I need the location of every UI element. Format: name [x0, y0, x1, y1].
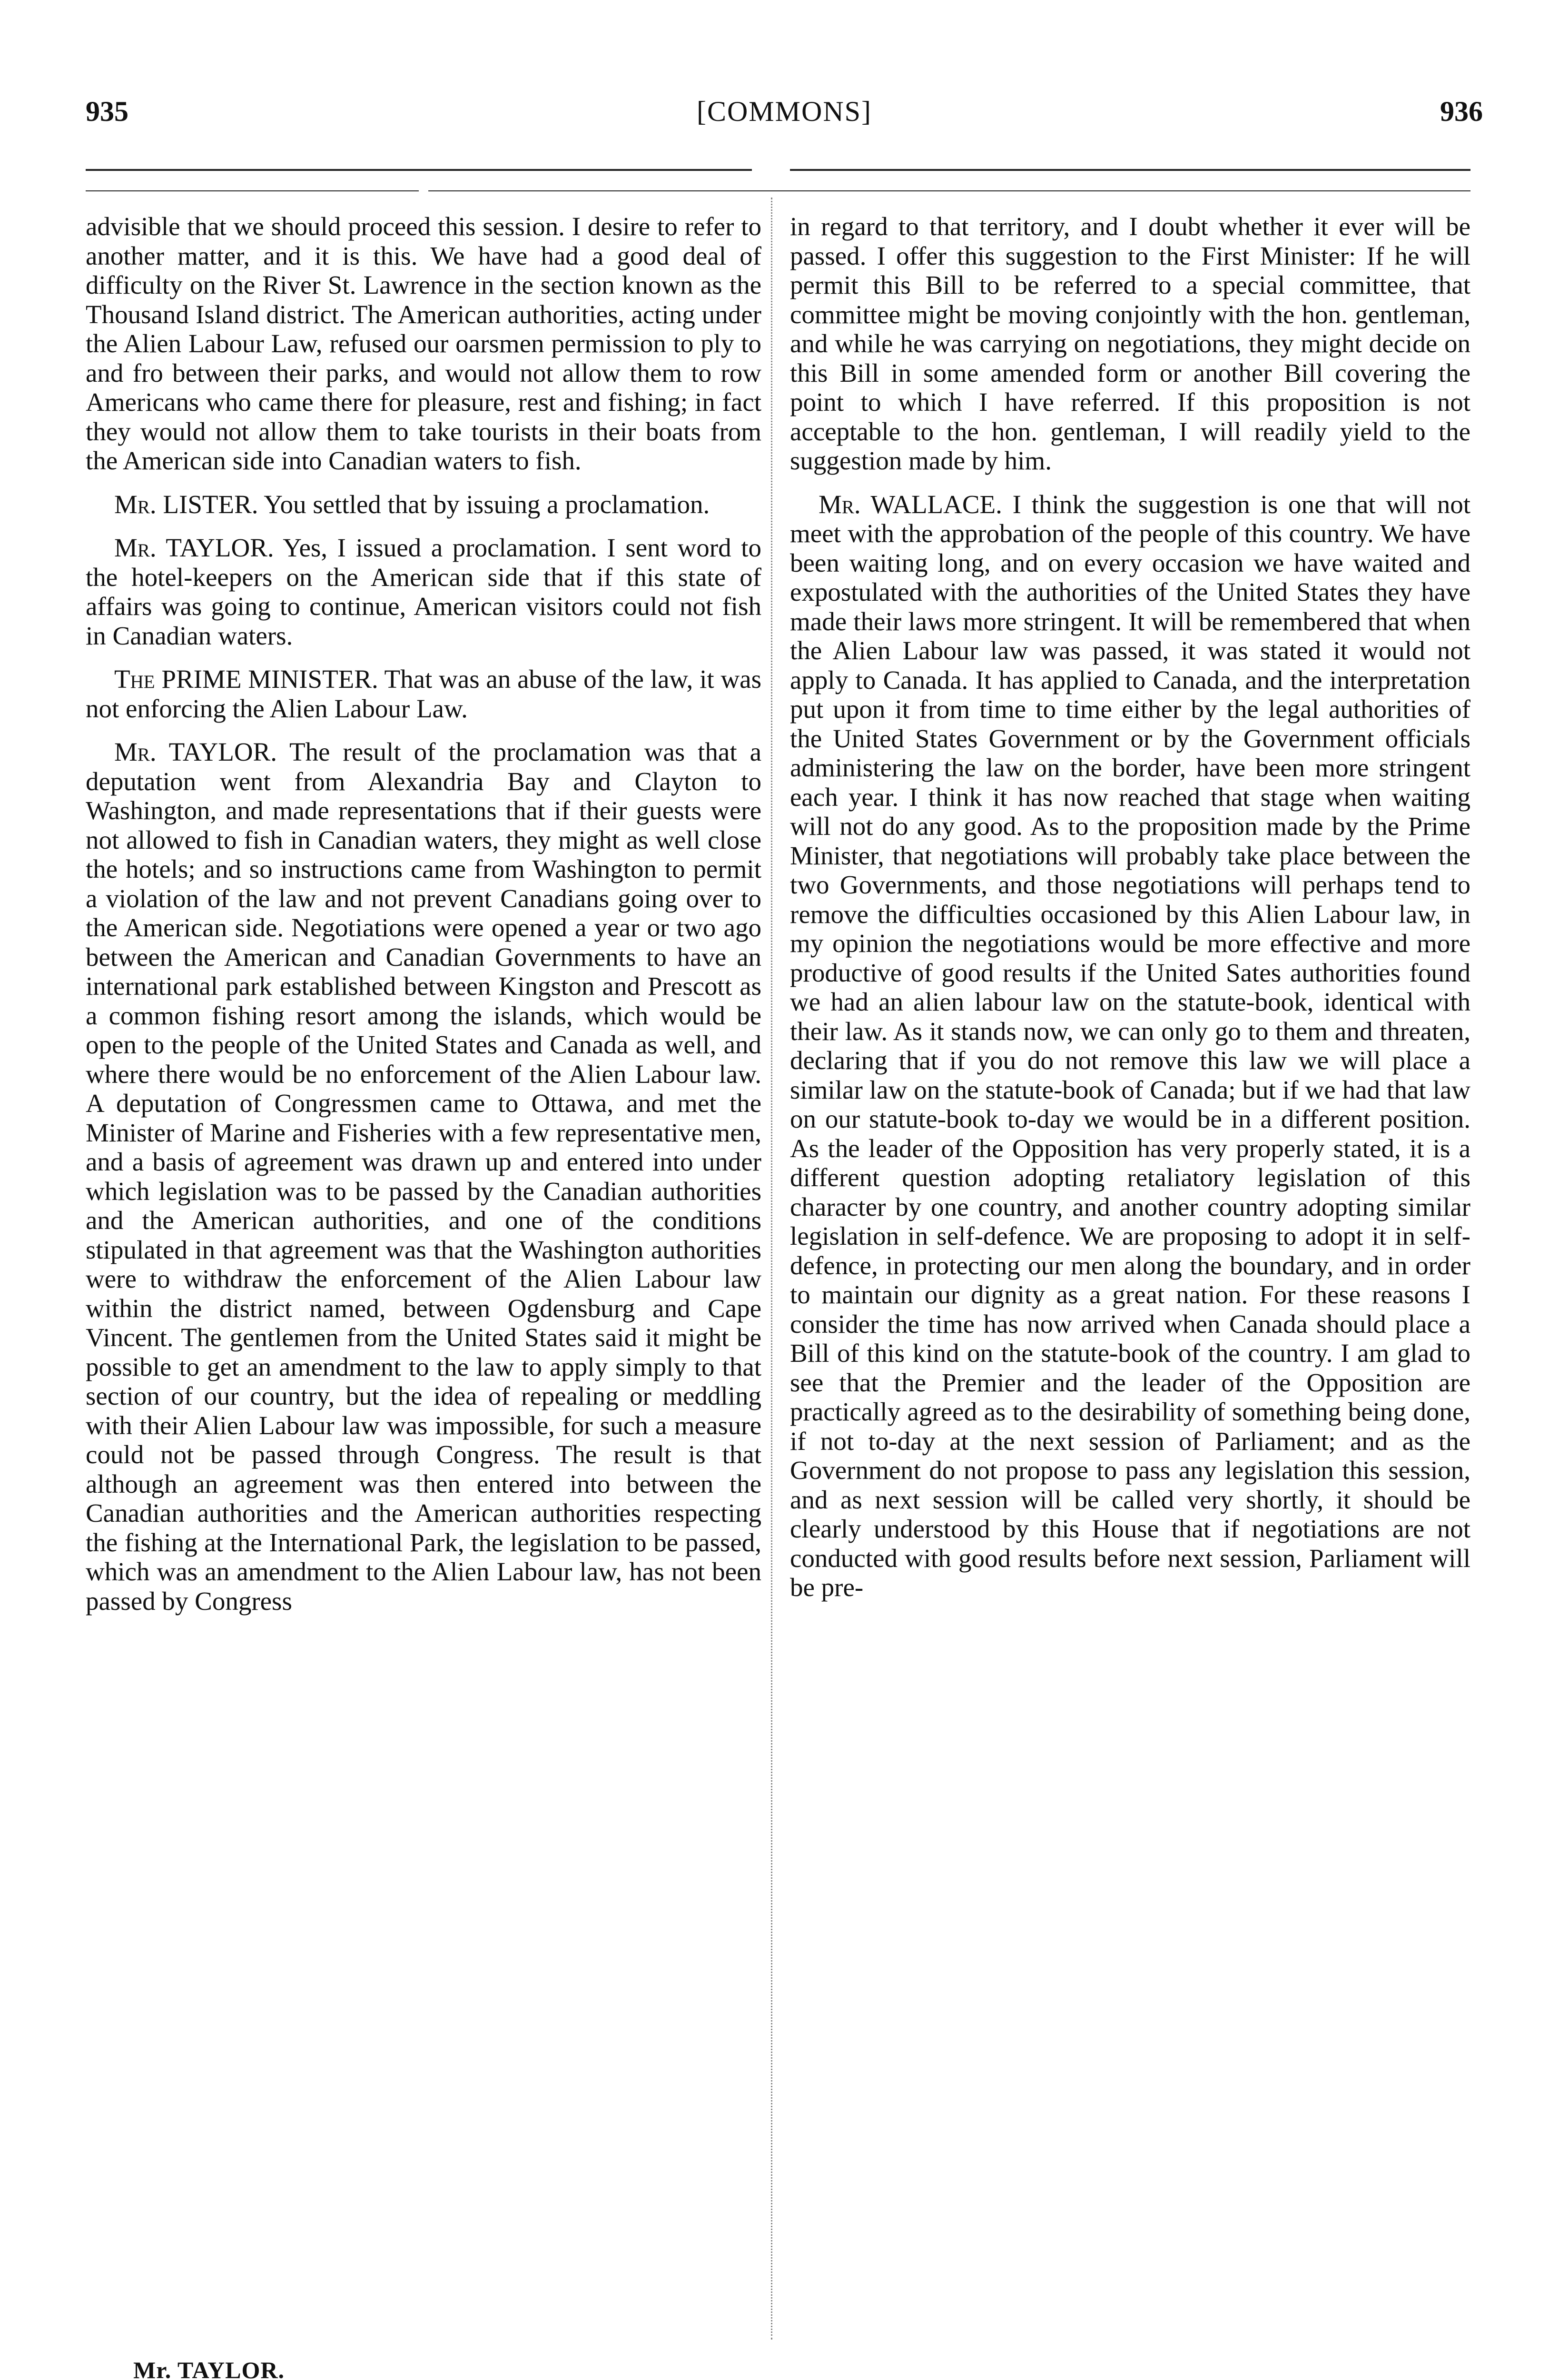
header-rule-center-lower: [428, 190, 1470, 191]
page-number-left: 935: [86, 96, 128, 127]
page-number-right: 936: [1440, 96, 1483, 127]
speech-text: I think the suggestion is one that will not meet with the approbation of the people of this country. We have been waiting long, and on every occasion we have waited and expostulated with the authorities of the United States they have made their laws more stringent. It will be remembered that when the Alien Labour law was passed, it was stated it would not apply to Canada. It has applied to Canada, and the interpretation put upon it from time to time either by the legal authorities of the United States Government or by the Government officials administering the law on the border, have been more stringent each year. I think it has now reached that stage when waiting will not do any good. As to the proposition made by the Prime Minister, that negotiations will probably take place between the two Governments, and those negotiations will perhaps tend to remove the difficulties occasioned by this Alien Labour law, in my opinion the negotiations would be more effective and more productive of good results if the United Sates authorities found we had an alien labour law on the statute-book, identical with their law. As it stands now, we can only go to them and threaten, declaring that if you do not remove this law we will place a similar law on the statute-book of Canada; but if we had that law on our statute-book to-day we would be in a different position. As the leader of the Opposition has very properly stated, it is a different question adopting retaliatory legislation of this character by one country, and another country adopting similar legislation in self-defence. We are proposing to adopt it in self-defence, in protecting our men along the boundary, and in order to maintain our dignity as a great nation. For these reasons I consider the time has now arrived when Canada should place a Bill of this kind on the statute-book of the country. I am glad to see that the Premier and the leader of the Opposition are practically agreed as to the desirability of something being done, if not to-day at the next session of Parliament; and as the Government do not propose to pass any legislation this session, and as next session will be called very shortly, it should be clearly understood by this House that if negotiations are not conducted with good results before next session, Parliament will be pre-: [790, 489, 1471, 1602]
speaker-name: Mr. LISTER.: [114, 489, 258, 519]
right-column: [790, 212, 1470, 1602]
paragraph: [86, 737, 761, 1616]
paragraph: in regard to that territory, and I doubt whether it ever will be passed. I offer this suggestion to the First Minister: If he will permit this Bill to be referred to a special committee, that committee might be moving conjointly with the hon. gentleman, and while he was carrying on negotiations, they might decide on this Bill in some amended form or another Bill covering the point to which I have referred. If this proposition is not acceptable to the hon. gentleman, I will readily yield to the suggestion made by him.: [790, 212, 1470, 475]
page-title: [COMMONS]: [696, 96, 872, 127]
header-rule-left: [86, 169, 752, 171]
header-rule-right: [790, 169, 1470, 171]
speaker-name: The PRIME MINISTER.: [114, 664, 378, 694]
paragraph: [86, 664, 761, 723]
left-column: [86, 212, 761, 1616]
speech-text: Yes, I issued a proclamation. I sent word to the hotel-keepers on the American side that if this state of affairs was going to continue, American visitors could not fish in Canadian waters.: [86, 533, 761, 650]
speaker-name: Mr. TAYLOR.: [114, 533, 274, 562]
speaker-name: Mr. TAYLOR.: [114, 737, 277, 766]
paragraph: advisible that we should proceed this session. I desire to refer to another matter, and it is this. We have had a good deal of difficulty on the River St. Lawrence in the section known as the Thousand Island district. The American authorities, acting under the Alien Labour Law, refused our oarsmen permission to ply to and fro between their parks, and would not allow them to row Americans who came there for pleasure, rest and fishing; in fact they would not allow them to take tourists in their boats from the American side into Canadian waters to fish.: [86, 212, 761, 475]
speech-text: That was an abuse of the law, it was not enforcing the Alien Labour Law.: [86, 664, 761, 723]
header-rule-left-lower: [86, 190, 419, 191]
column-divider: [771, 198, 772, 2340]
paragraph: [790, 490, 1470, 1602]
speech-text: The result of the proclamation was that a deputation went from Alexandria Bay and Clayton to Washington, and made representations that if their guests were not allowed to fish in Canadian waters, they might as well close the hotels; and so instructions came from Washington to permit a violation of the law and not prevent Canadians going over to the American side. Negotiations were opened a year or two ago between the American and Canadian Governments to have an international park established between Kingston and Prescott as a common fishing resort among the islands, which would be open to the people of the United States and Canada as well, and where there would be no enforcement of the Alien Labour law. A deputation of Congressmen came to Ottawa, and met the Minister of Marine and Fisheries with a few representative men, and a basis of agreement was drawn up and entered into under which legislation was to be passed by the Canadian authorities and the American authorities, and one of the conditions stipulated in that agreement was that the Washington authorities were to withdraw the enforcement of the Alien Labour law within the district named, between Ogdensburg and Cape Vincent. The gentlemen from the United States said it might be possible to get an amendment to the law to apply simply to that section of our country, but the idea of repealing or meddling with their Alien Labour law was impossible, for such a measure could not be passed through Congress. The result is that although an agreement was then entered into between the Canadian authorities and the American authorities respecting the fishing at the International Park, the legislation to be passed, which was an amendment to the Alien Labour law, has not been passed by Congress: [86, 737, 761, 1616]
paragraph: [86, 533, 761, 650]
page-header: [86, 95, 1483, 138]
paragraph: [86, 490, 761, 519]
footer-catchword: Mr. TAYLOR.: [133, 2357, 285, 2380]
speaker-name: Mr. WALLACE.: [819, 489, 1002, 519]
speech-text: You settled that by issuing a proclamation.: [258, 489, 710, 519]
